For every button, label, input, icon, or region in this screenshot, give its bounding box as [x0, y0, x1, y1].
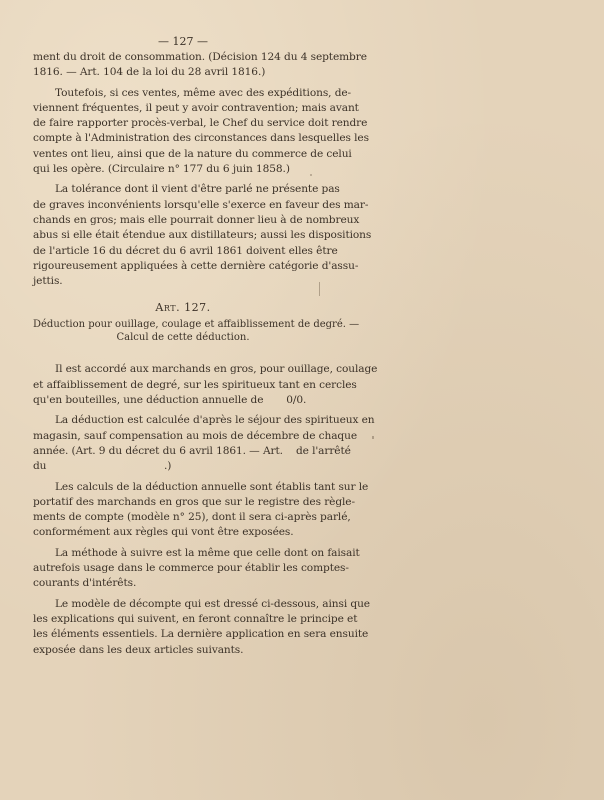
text-line: de faire rapporter procès-verbal, le Chef du service doit rendre — [33, 117, 368, 130]
subtitle-line: Calcul de cette déduction. — [116, 332, 250, 344]
text-line: qu'en bouteilles, une déduction annuelle de 0/0. — [33, 394, 307, 407]
paper-speck — [319, 282, 320, 296]
text-line: les explications qui suivent, en feront connaître le principe et — [33, 612, 358, 625]
paragraph-6 — [33, 480, 369, 541]
text-line: Toutefois, si ces ventes, même avec des expéditions, de- — [55, 86, 352, 99]
text-line: La méthode à suivre est la même que celle dont on faisait — [55, 546, 360, 559]
text-line: Le modèle de décompte qui est dressé ci-dessous, ainsi que — [55, 597, 370, 610]
text-line: ment du droit de consommation. (Décision 124 du 4 septembre — [33, 51, 367, 63]
text-line: La tolérance dont il vient d'être parlé ne présente pas — [55, 183, 340, 196]
text-line: jettis. — [33, 275, 63, 288]
text-line: exposée dans les deux articles suivants. — [33, 643, 244, 656]
text-line: magasin, sauf compensation au mois de décembre de chaque — [33, 429, 357, 442]
text-line: ments de compte (modèle n° 25), dont il sera ci-après parlé, — [33, 511, 351, 524]
text-line: abus si elle était étendue aux distillateurs; aussi les dispositions — [33, 229, 372, 242]
text-line: conformément aux règles qui vont être exposées. — [33, 526, 294, 539]
text-line: Les calculs de la déduction annuelle sont établis tant sur le — [55, 480, 369, 493]
text-line: viennent fréquentes, il peut y avoir contravention; mais avant — [33, 101, 359, 114]
paper-speck — [310, 174, 312, 176]
text-line: ventes ont lieu, ainsi que de la nature du commerce de celui — [33, 147, 352, 160]
text-line: année. (Art. 9 du décret du 6 avril 1861. — Art. de l'arrêté — [33, 444, 351, 457]
page-number: — 127 — — [158, 35, 208, 48]
text-line: 1816. — Art. 104 de la loi du 28 avril 1816.) — [33, 66, 266, 79]
text-line: qui les opère. (Circulaire n° 177 du 6 juin 1858.) — [33, 163, 290, 176]
paragraph-7 — [33, 546, 360, 592]
paragraph-5 — [33, 413, 375, 474]
text-line: du .) — [33, 460, 172, 473]
text-line: chands en gros; mais elle pourrait donner lieu à de nombreux — [33, 213, 360, 226]
text-line: La déduction est calculée d'après le séjour des spiritueux en — [55, 414, 375, 427]
text-line: de l'article 16 du décret du 6 avril 1861 doivent elles être — [33, 244, 338, 257]
paragraph-1 — [33, 50, 367, 81]
text-line: Il est accordé aux marchands en gros, pour ouillage, coulage — [55, 363, 378, 376]
text-line: compte à l'Administration des circonstances dans lesquelles les — [33, 132, 369, 145]
paragraph-3 — [33, 182, 372, 289]
paper-speck — [372, 436, 374, 439]
document-body — [33, 34, 378, 658]
text-line: courants d'intérêts. — [33, 577, 137, 590]
article-heading: Art. 127. — [155, 301, 211, 315]
text-line: rigoureusement appliquées à cette dernière catégorie d'assu- — [33, 259, 359, 272]
text-line: portatif des marchands en gros que sur le registre des règle- — [33, 495, 355, 508]
text-line: les éléments essentiels. La dernière application en sera ensuite — [33, 628, 369, 641]
paragraph-8 — [33, 597, 370, 658]
paragraph-2 — [33, 86, 369, 178]
text-line: de graves inconvénients lorsqu'elle s'exerce en faveur des mar- — [33, 198, 369, 211]
text-line: et affaiblissement de degré, sur les spiritueux tant en cercles — [33, 378, 357, 391]
paragraph-4 — [33, 362, 378, 408]
article-subtitle — [33, 318, 360, 344]
text-line: autrefois usage dans le commerce pour établir les comptes- — [33, 562, 349, 575]
subtitle-line: Déduction pour ouillage, coulage et affaiblissement de degré. — — [33, 319, 360, 331]
